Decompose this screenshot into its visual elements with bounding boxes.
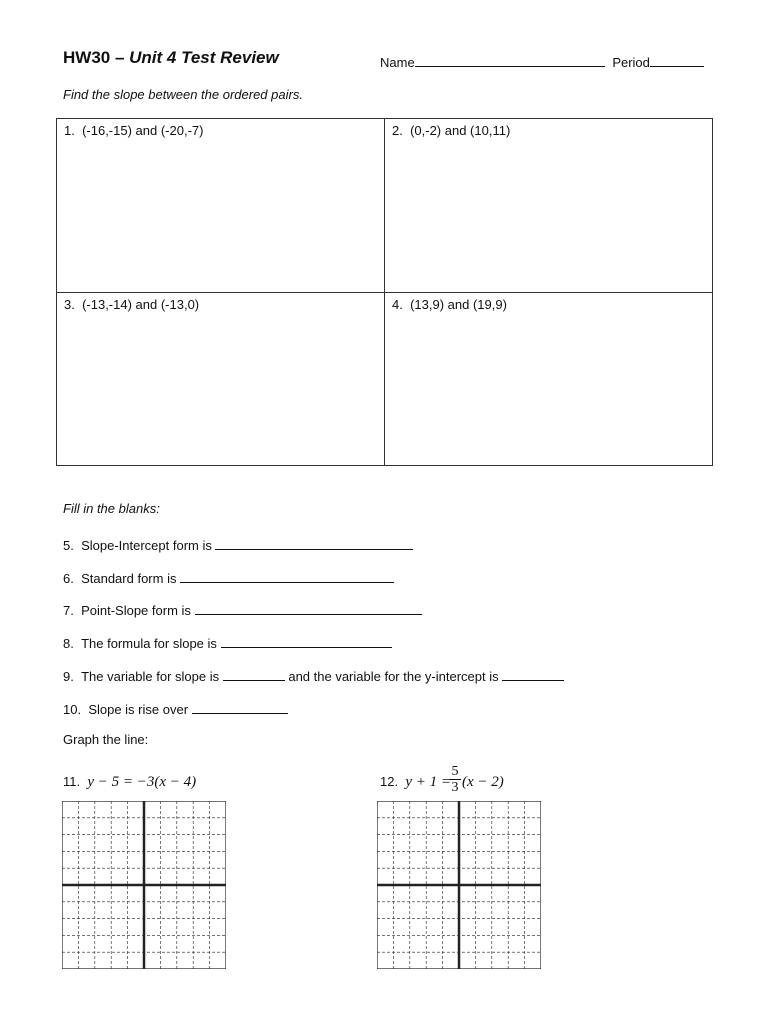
equation-12-rhs: (x − 2) bbox=[462, 774, 504, 790]
problem-text: (0,-2) and (10,11) bbox=[410, 123, 511, 138]
answer-blank-8[interactable] bbox=[221, 633, 392, 648]
problem-number: 1. bbox=[64, 123, 75, 138]
question-11 bbox=[63, 774, 196, 791]
period-label: Period bbox=[612, 55, 650, 70]
problem-text: (13,9) and (19,9) bbox=[410, 297, 507, 312]
question-text: The variable for slope is bbox=[81, 669, 220, 684]
question-9 bbox=[63, 666, 564, 684]
question-number: 10. bbox=[63, 702, 82, 717]
question-number: 6. bbox=[63, 571, 74, 586]
title-prefix: HW30 – bbox=[63, 48, 130, 67]
question-text: Point-Slope form is bbox=[81, 603, 191, 618]
problem-text: (-13,-14) and (-13,0) bbox=[82, 297, 200, 312]
problem-1-cell[interactable] bbox=[57, 119, 384, 292]
question-12 bbox=[380, 774, 451, 791]
question-8 bbox=[63, 633, 392, 651]
question-10 bbox=[63, 699, 288, 717]
question-number: 9. bbox=[63, 669, 74, 684]
fraction-numerator: 5 bbox=[451, 764, 459, 779]
answer-blank-10[interactable] bbox=[192, 699, 288, 714]
question-text: The formula for slope is bbox=[81, 636, 217, 651]
problem-number: 3. bbox=[64, 297, 75, 312]
question-number: 8. bbox=[63, 636, 74, 651]
name-label: Name bbox=[380, 55, 415, 70]
answer-blank-9b[interactable] bbox=[502, 666, 564, 681]
problem-text: (-16,-15) and (-20,-7) bbox=[82, 123, 204, 138]
problem-4-cell[interactable] bbox=[385, 293, 714, 466]
equation-12-lhs: y + 1 = bbox=[405, 774, 451, 790]
page-title bbox=[63, 48, 279, 68]
question-text: Standard form is bbox=[81, 571, 177, 586]
question-text: Slope-Intercept form is bbox=[81, 538, 212, 553]
problem-2-cell[interactable] bbox=[385, 119, 714, 292]
fraction-denominator: 3 bbox=[449, 779, 461, 795]
problem-number: 2. bbox=[392, 123, 403, 138]
slope-instruction: Find the slope between the ordered pairs. bbox=[63, 87, 303, 102]
name-period-block bbox=[380, 52, 704, 70]
coordinate-grid-12[interactable] bbox=[377, 801, 541, 969]
question-number: 7. bbox=[63, 603, 74, 618]
question-5 bbox=[63, 535, 413, 553]
question-text: Slope is rise over bbox=[88, 702, 189, 717]
coordinate-grid-11[interactable] bbox=[62, 801, 226, 969]
equation-11: y − 5 = −3(x − 4) bbox=[87, 774, 197, 790]
equation-12-fraction bbox=[449, 764, 461, 795]
problem-3-cell[interactable] bbox=[57, 293, 384, 466]
graph-instruction: Graph the line: bbox=[63, 732, 149, 747]
period-blank[interactable] bbox=[650, 52, 704, 67]
question-text-continued: and the variable for the y-intercept is bbox=[288, 669, 499, 684]
question-7 bbox=[63, 600, 422, 618]
question-number: 11. bbox=[63, 774, 81, 789]
question-6 bbox=[63, 568, 394, 586]
problem-number: 4. bbox=[392, 297, 403, 312]
slope-problems-grid bbox=[56, 118, 713, 466]
answer-blank-7[interactable] bbox=[195, 600, 422, 615]
answer-blank-6[interactable] bbox=[180, 568, 394, 583]
name-blank[interactable] bbox=[415, 52, 605, 67]
title-italic: Unit 4 Test Review bbox=[129, 48, 279, 67]
question-number: 5. bbox=[63, 538, 74, 553]
question-number: 12. bbox=[380, 774, 399, 789]
fill-blanks-instruction: Fill in the blanks: bbox=[63, 501, 160, 516]
answer-blank-9a[interactable] bbox=[223, 666, 285, 681]
answer-blank-5[interactable] bbox=[215, 535, 413, 550]
